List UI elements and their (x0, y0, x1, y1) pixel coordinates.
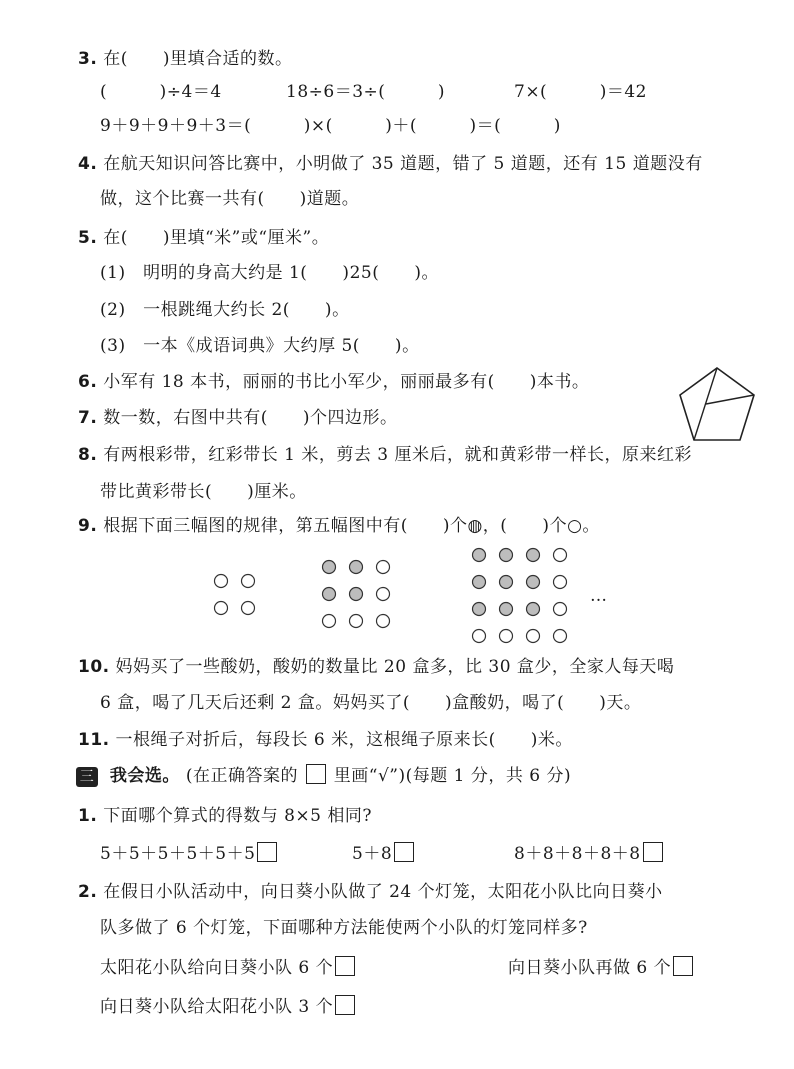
question-8-line1 (78, 443, 692, 467)
c1-option-1 (100, 842, 279, 866)
question-text: 下面哪个算式的得数与 8×5 相同? (103, 806, 373, 826)
gray-dot (350, 588, 363, 601)
choice-question-1 (78, 804, 372, 828)
dot-figure-3 (470, 546, 578, 650)
white-dot (350, 615, 363, 628)
question-text: 在( )里填合适的数。 (103, 49, 293, 69)
question-number: 3. (78, 49, 98, 69)
q5-sub-2: (2) 一根跳绳大约长 2( )。 (100, 300, 350, 320)
question-10-line1 (78, 655, 674, 679)
question-5-stem (78, 226, 329, 250)
question-number: 2. (78, 882, 98, 902)
option-text: 8＋8＋8＋8＋8 (514, 844, 641, 864)
gray-dot (500, 603, 513, 616)
c1-option-2 (352, 842, 416, 866)
white-dot (473, 630, 486, 643)
question-number: 1. (78, 806, 98, 826)
option-text: 5＋5＋5＋5＋5＋5 (100, 844, 256, 864)
question-11 (78, 728, 573, 752)
gray-dot (527, 549, 540, 562)
answer-checkbox[interactable] (643, 842, 663, 862)
answer-checkbox[interactable] (335, 995, 355, 1015)
question-text: 在航天知识问答比赛中，小明做了 35 道题，错了 5 道题，还有 15 道题没有 (103, 154, 703, 174)
q3-item-a: ( )÷4＝4 (100, 82, 222, 102)
gray-dot (323, 588, 336, 601)
dot-figure-2 (320, 558, 400, 636)
question-4-line1 (78, 152, 703, 176)
q5-sub-1: (1) 明明的身高大约是 1( )25( )。 (100, 263, 439, 283)
question-text: 有两根彩带，红彩带长 1 米，剪去 3 厘米后，就和黄彩带一样长，原来红彩 (103, 445, 692, 465)
question-text: 数一数，右图中共有( )个四边形。 (103, 408, 398, 428)
dot-figure-1 (212, 572, 262, 622)
white-dot (527, 630, 540, 643)
q5-sub-3: (3) 一本《成语词典》大约厚 5( )。 (100, 336, 420, 356)
section-title: 我会选。 (109, 766, 180, 786)
answer-checkbox[interactable] (394, 842, 414, 862)
gray-dot (323, 561, 336, 574)
gray-dot (473, 603, 486, 616)
option-text: 向日葵小队给太阳花小队 3 个 (100, 997, 334, 1017)
question-number: 8. (78, 445, 98, 465)
white-dot (323, 615, 336, 628)
question-text: 在( )里填“米”或“厘米”。 (103, 228, 330, 248)
white-dot (554, 630, 567, 643)
white-dot (500, 630, 513, 643)
c2-option-1 (100, 956, 357, 980)
gray-dot (473, 576, 486, 589)
section-3-header (76, 764, 571, 788)
white-dot (215, 602, 228, 615)
question-4-line2: 做，这个比赛一共有( )道题。 (100, 189, 360, 209)
c1-option-3 (514, 842, 665, 866)
question-number: 7. (78, 408, 98, 428)
answer-checkbox[interactable] (673, 956, 693, 976)
continuation-ellipsis: … (590, 586, 608, 606)
gray-dot (473, 549, 486, 562)
gray-dot (527, 603, 540, 616)
white-dot (242, 602, 255, 615)
question-9 (78, 514, 600, 538)
question-10-line2: 6 盒，喝了几天后还剩 2 盒。妈妈买了( )盒酸奶，喝了( )天。 (100, 693, 642, 713)
white-dot (215, 575, 228, 588)
option-text: 向日葵小队再做 6 个 (508, 958, 672, 978)
section-instruction-a: (在正确答案的 (185, 766, 298, 786)
white-dot (377, 615, 390, 628)
question-number: 9. (78, 516, 98, 536)
q3-item-b: 18÷6＝3÷( ) (286, 82, 446, 102)
c2-option-3 (100, 995, 357, 1019)
question-7 (78, 406, 397, 430)
question-text: 妈妈买了一些酸奶，酸奶的数量比 20 盒多，比 30 盒少，全家人每天喝 (115, 657, 675, 677)
pentagon-figure (676, 364, 758, 444)
choice-question-2-line1 (78, 880, 663, 904)
answer-checkbox[interactable] (257, 842, 277, 862)
c2-option-2 (508, 956, 695, 980)
section-number-badge: 三 (76, 767, 98, 787)
question-text: 一根绳子对折后，每段长 6 米，这根绳子原来长( )米。 (115, 730, 573, 750)
white-dot (377, 588, 390, 601)
white-dot (242, 575, 255, 588)
question-6 (78, 370, 589, 394)
sample-answer-box (306, 764, 326, 784)
gray-dot (527, 576, 540, 589)
white-dot (554, 576, 567, 589)
option-text: 太阳花小队给向日葵小队 6 个 (100, 958, 334, 978)
question-3-stem (78, 47, 292, 71)
section-instruction-b: 里画“√”)(每题 1 分，共 6 分) (333, 766, 572, 786)
gray-dot (500, 576, 513, 589)
q3-item-c: 7×( )＝42 (514, 82, 647, 102)
question-text: 在假日小队活动中，向日葵小队做了 24 个灯笼，太阳花小队比向日葵小 (103, 882, 663, 902)
question-text: 根据下面三幅图的规律，第五幅图中有( )个◍，( )个○。 (103, 516, 600, 536)
white-dot (554, 603, 567, 616)
choice-question-2-line2: 队多做了 6 个灯笼，下面哪种方法能使两个小队的灯笼同样多? (100, 918, 588, 938)
white-dot (377, 561, 390, 574)
gray-dot (350, 561, 363, 574)
answer-checkbox[interactable] (335, 956, 355, 976)
q3-item-d: 9＋9＋9＋9＋3＝( )×( )＋( )＝( ) (100, 116, 561, 136)
question-text: 小军有 18 本书，丽丽的书比小军少，丽丽最多有( )本书。 (103, 372, 590, 392)
question-number: 11. (78, 730, 110, 750)
gray-dot (500, 549, 513, 562)
white-dot (554, 549, 567, 562)
question-number: 4. (78, 154, 98, 174)
question-8-line2: 带比黄彩带长( )厘米。 (100, 482, 307, 502)
question-number: 6. (78, 372, 98, 392)
option-text: 5＋8 (352, 844, 393, 864)
question-number: 10. (78, 657, 110, 677)
question-number: 5. (78, 228, 98, 248)
